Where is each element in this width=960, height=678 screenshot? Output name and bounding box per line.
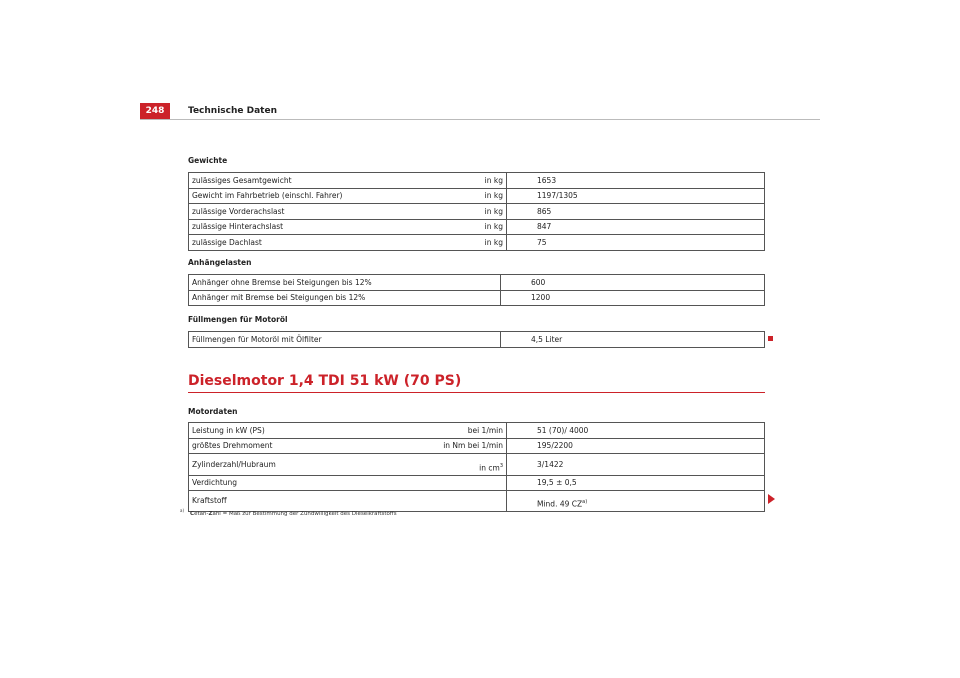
row-value: 51 (70)/ 4000 (507, 423, 765, 439)
row-unit: in kg (415, 188, 507, 204)
row-label: Verdichtung (189, 475, 416, 491)
row-label: Füllmengen für Motoröl mit Ölfilter (189, 332, 501, 348)
footnote-marker: a) (180, 508, 185, 513)
page-title: Technische Daten (188, 106, 277, 116)
table-row (189, 235, 765, 251)
section-title-trailer: Anhängelasten (188, 258, 252, 267)
table-row (189, 188, 765, 204)
row-label: Anhänger ohne Bremse bei Steigungen bis 12% (189, 275, 501, 291)
row-label: Kraftstoff (189, 491, 416, 512)
chapter-rule (188, 392, 765, 393)
row-label: Leistung in kW (PS) (189, 423, 416, 439)
table-row (189, 204, 765, 220)
continue-arrow-icon (768, 494, 775, 504)
row-unit: bei 1/min (415, 423, 507, 439)
table-row (189, 454, 765, 476)
row-value: 1200 (501, 290, 765, 306)
oil-table (188, 331, 765, 348)
table-row (189, 290, 765, 306)
trailer-table (188, 274, 765, 306)
row-value (507, 491, 765, 512)
row-label: zulässige Vorderachslast (189, 204, 416, 220)
footnote-c: C (190, 510, 195, 517)
unit-text: in cm (479, 463, 500, 472)
chapter-title: Dieselmotor 1,4 TDI 51 kW (70 PS) (188, 373, 462, 389)
engine-table (188, 422, 765, 512)
row-unit: in kg (415, 219, 507, 235)
row-value: 600 (501, 275, 765, 291)
footnote-z: Z (208, 510, 213, 517)
row-label: Zylinderzahl/Hubraum (189, 454, 416, 476)
row-unit: in Nm bei 1/min (415, 438, 507, 454)
row-value: 4,5 Liter (501, 332, 765, 348)
table-row (189, 173, 765, 189)
row-unit (415, 491, 507, 512)
footnote (180, 508, 397, 517)
page-number: 248 (140, 103, 170, 119)
footnote-text: ahl = Maß zur Bestimmung der Zündwilligkeit des Dieselkraftstoffs (212, 510, 397, 517)
table-row (189, 219, 765, 235)
row-unit (415, 454, 507, 476)
row-value: 865 (507, 204, 765, 220)
page-header (140, 103, 820, 119)
row-value: 75 (507, 235, 765, 251)
row-label: zulässige Dachlast (189, 235, 416, 251)
row-label: Gewicht im Fahrbetrieb (einschl. Fahrer) (189, 188, 416, 204)
row-value: 1653 (507, 173, 765, 189)
row-unit: in kg (415, 173, 507, 189)
row-unit: in kg (415, 204, 507, 220)
row-unit: in kg (415, 235, 507, 251)
row-value: 847 (507, 219, 765, 235)
footnote-ref: a) (582, 498, 588, 505)
section-title-engine: Motordaten (188, 407, 238, 416)
row-value: 19,5 ± 0,5 (507, 475, 765, 491)
header-rule (140, 119, 820, 120)
row-value: 1197/1305 (507, 188, 765, 204)
row-value: 3/1422 (507, 454, 765, 476)
row-label: Anhänger mit Bremse bei Steigungen bis 12% (189, 290, 501, 306)
row-unit (415, 475, 507, 491)
unit-superscript: 3 (499, 462, 503, 469)
row-label: zulässiges Gesamtgewicht (189, 173, 416, 189)
row-label: zulässige Hinterachslast (189, 219, 416, 235)
table-row (189, 275, 765, 291)
table-row (189, 438, 765, 454)
section-end-marker (768, 336, 773, 341)
value-text: Mind. 49 CZ (537, 499, 583, 508)
table-row (189, 475, 765, 491)
table-row (189, 332, 765, 348)
footnote-etan: etan- (194, 510, 209, 517)
section-title-oil: Füllmengen für Motoröl (188, 315, 288, 324)
table-row (189, 423, 765, 439)
row-value: 195/2200 (507, 438, 765, 454)
row-label: größtes Drehmoment (189, 438, 416, 454)
weights-table (188, 172, 765, 251)
section-title-weights: Gewichte (188, 156, 228, 165)
